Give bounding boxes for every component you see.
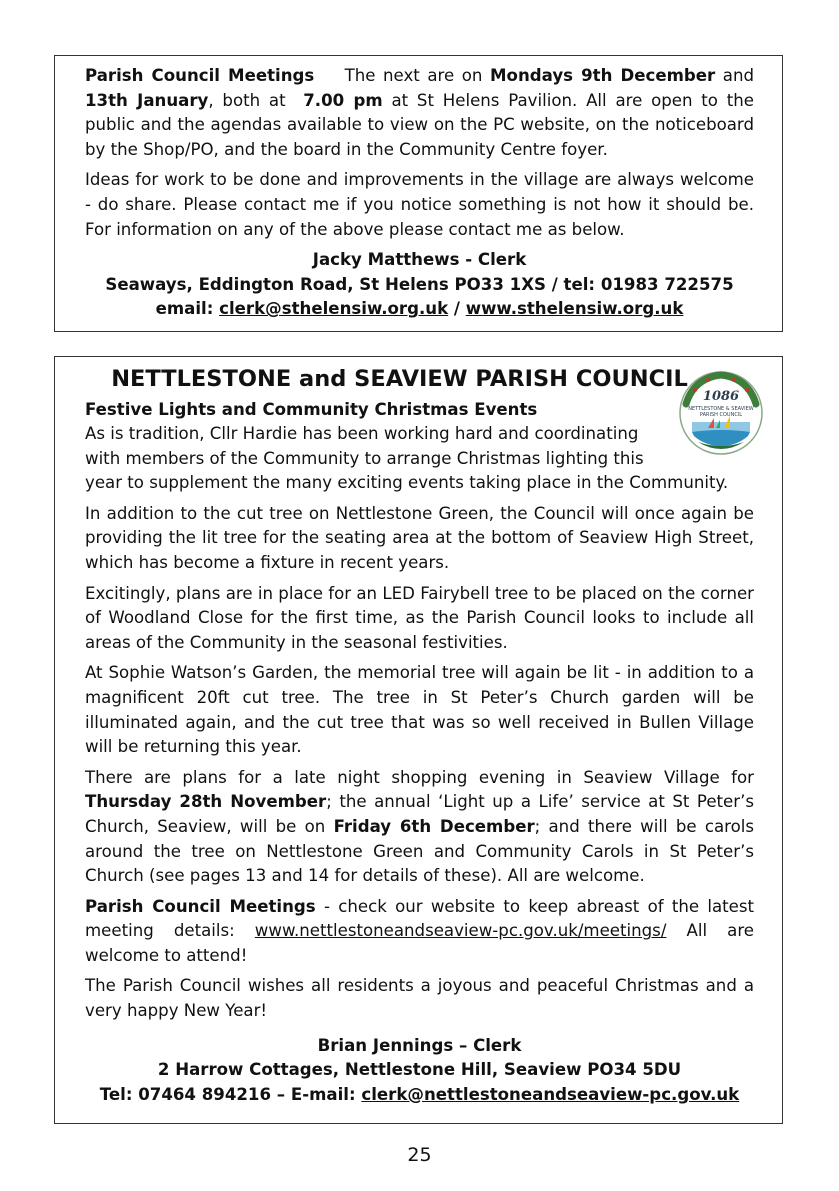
meeting-date-2: 13th January [85, 90, 209, 110]
separator: / [453, 299, 460, 319]
events-text: ; the annual ‘Light up a Life’ service at St Peter’s Church, Seaview, will be on [85, 792, 755, 836]
meetings-text: at St Helens Pavilion. All are open to the public and the agendas available to view on the PC website, on the noticeboard by the Shop/PO, and the board in the Community Centre foyer. [85, 90, 754, 159]
nettlestone-email-link[interactable]: clerk@nettlestoneandseaview-pc.gov.uk [361, 1084, 740, 1104]
meetings-text: The next are on [344, 66, 483, 85]
sophie-watson-paragraph: At Sophie Watson’s Garden, the memorial tree will again be lit - in addition to a magnificent 20ft cut tree. The tree in St Peter’s Church garden will be illuminated again, and the cut tree that was so well received in Bullen Village will be returning this year. [85, 663, 754, 757]
st-helens-contact-line [85, 297, 754, 322]
events-text: There are plans for a late night shopping evening in Seaview Village for [85, 767, 754, 787]
nettlestone-address: 2 Harrow Cottages, Nettlestone Hill, Seaview PO34 5DU [157, 1060, 682, 1080]
meetings-label: Parish Council Meetings [85, 896, 316, 916]
nettlestone-contact-line [85, 1083, 754, 1108]
meetings-text: and [722, 66, 754, 85]
event-date-1: Thursday 28th November [85, 792, 327, 812]
nettlestone-clerk-name: Brian Jennings – Clerk [317, 1035, 522, 1055]
meeting-time: 7.00 pm [303, 90, 383, 110]
st-helens-email-link[interactable]: clerk@sthelensiw.org.uk [219, 299, 449, 319]
event-date-2: Friday 6th December [333, 816, 535, 836]
wishes-paragraph: The Parish Council wishes all residents a joyous and peaceful Christmas and a very happy New Year! [85, 976, 754, 1021]
st-helens-ideas-paragraph: Ideas for work to be done and improvements in the village are always welcome - do share. Please contact me if you notice something is not how it should be. For information on any of the above please contact me as below. [85, 170, 754, 239]
festive-heading: Festive Lights and Community Christmas Events [85, 400, 538, 419]
logo-year: 1086 [702, 389, 740, 404]
contact-prefix: Tel: 07464 894216 – E-mail: [99, 1084, 356, 1104]
meetings-text: , both at [208, 90, 286, 110]
council-logo-icon [678, 370, 764, 456]
st-helens-meetings-paragraph [85, 64, 754, 162]
meetings-link[interactable]: www.nettlestoneandseaview-pc.gov.uk/meetings/ [254, 921, 667, 941]
council-title: NETTLESTONE and SEAVIEW PARISH COUNCIL [111, 366, 688, 392]
festive-intro-paragraph: As is tradition, Cllr Hardie has been working hard and coordinating with members of the Community to arrange Christmas lighting this year to supplement the many exciting events taking place in the Community. [85, 424, 729, 493]
meeting-date-1: Mondays 9th December [490, 66, 716, 85]
page-number: 25 [407, 1144, 432, 1166]
meetings-text: - check our website to keep abreast of the latest meeting details: [85, 896, 754, 941]
logo-name-line1: NETTLESTONE & SEAVIEW [688, 406, 754, 412]
logo-name-line2: PARISH COUNCIL [699, 412, 743, 418]
cut-tree-paragraph: In addition to the cut tree on Nettlestone Green, the Council will once again be providing the lit tree for the seating area at the bottom of Seaview High Street, which has become a fixture in recent years. [85, 503, 754, 572]
meetings-label: Parish Council Meetings [85, 66, 315, 85]
events-text: ; and there will be carols around the tree on Nettlestone Green and Community Carols in St Peter’s Church (see pages 13 and 14 for details of these). All are welcome. [85, 816, 755, 886]
nettlestone-meetings-paragraph [85, 895, 754, 969]
email-label: email: [155, 299, 214, 319]
st-helens-clerk-name: Jacky Matthews - Clerk [312, 250, 527, 270]
st-helens-notice [54, 55, 783, 332]
st-helens-website-link[interactable]: www.sthelensiw.org.uk [465, 299, 684, 319]
fairybell-paragraph: Excitingly, plans are in place for an LED Fairybell tree to be placed on the corner of Woodland Close for the first time, as the Parish Council looks to include all areas of the Community in the seasonal festivities. [85, 583, 754, 652]
nettlestone-notice [54, 356, 783, 1124]
st-helens-address: Seaways, Eddington Road, St Helens PO33 1XS / tel: 01983 722575 [105, 274, 734, 294]
events-paragraph [85, 766, 754, 889]
meetings-text: All are welcome to attend! [85, 921, 755, 965]
